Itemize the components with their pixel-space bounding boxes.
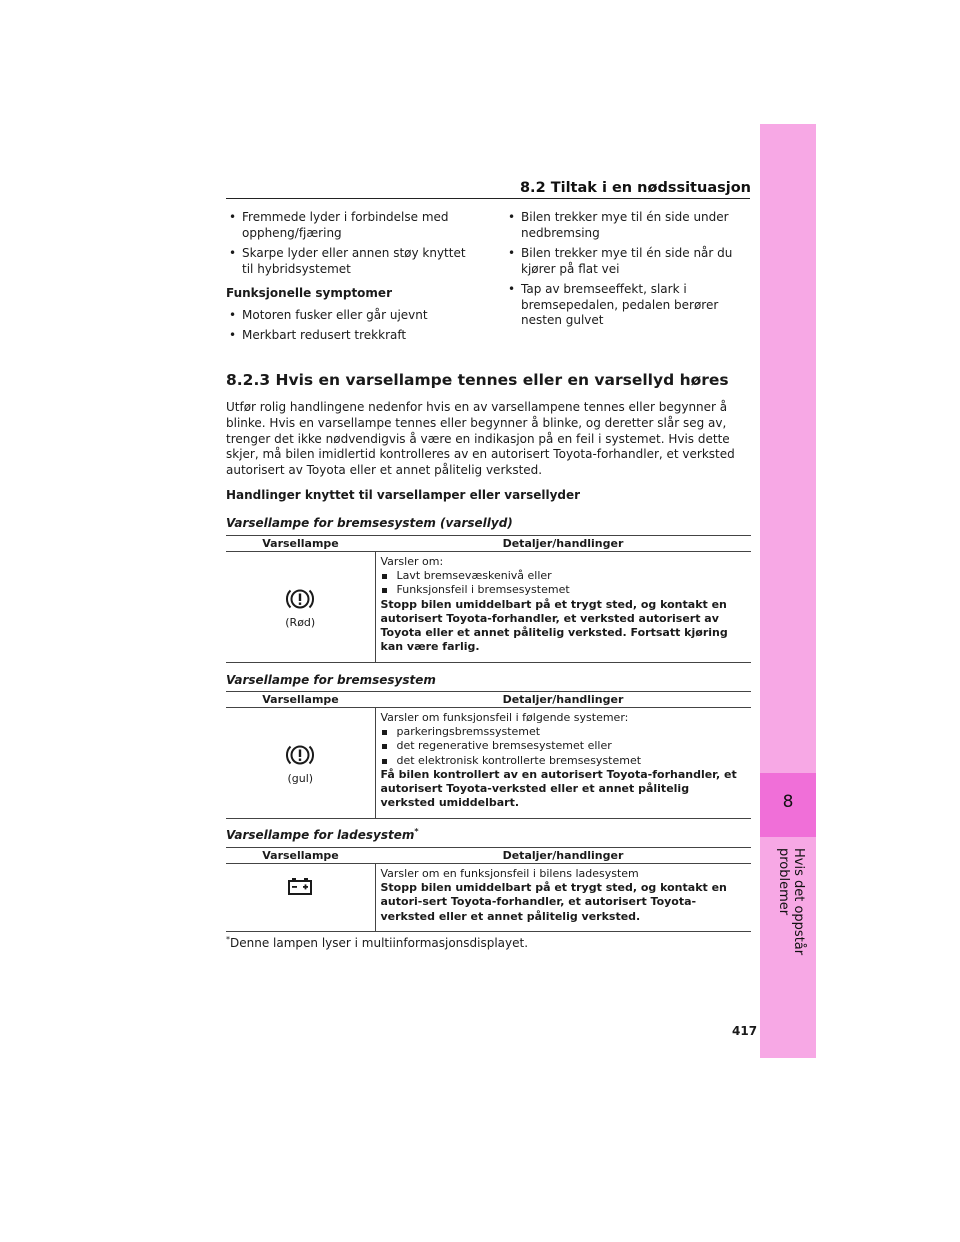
column-header-details: Detaljer/handlinger: [375, 692, 751, 708]
table3-title: [226, 827, 419, 842]
details-action: Få bilen kontrollert av en autorisert Toyota-forhandler, et autorisert Toyota-verksted eller et annet pålitelig verksted umiddelbart.: [380, 767, 737, 810]
footnote-text: Denne lampen lyser i multiinformasjonsdisplayet.: [230, 936, 529, 950]
list-item: • Skarpe lyder eller annen støy knyttet til hybridsystemet: [226, 246, 476, 277]
lamp-color-caption: (gul): [287, 771, 314, 785]
chapter-number: 8: [782, 792, 794, 812]
section-intro: Utfør rolig handlingene nedenfor hvis en av varsellampene tennes eller begynner å blinke. Hvis en varsellampe tennes eller begynner å blinke, og deretter slår seg av, trenger det ikke nødvendigvis å være en indikasjon på en feil i systemet. Hvis dette skjer, må bilen imidlertid kontrolleres av en autorisert Toyota-forhandler, et verksted autorisert av Toyota eller et annet pålitelig verksted.: [226, 400, 735, 478]
brake-warning-icon: [285, 586, 315, 612]
brake-warning-icon: [285, 742, 315, 768]
lamp-cell: [226, 708, 375, 819]
details-cell: [375, 708, 751, 819]
header-divider: [226, 198, 750, 199]
column-header-details: Detaljer/handlinger: [375, 536, 751, 552]
lamp-cell: [226, 864, 375, 932]
details-cell: [375, 552, 751, 663]
column-header-lamp: Varsellampe: [226, 692, 375, 708]
table3-title-text: Varsellampe for ladesystem: [226, 828, 415, 842]
symptoms-left-column: [226, 210, 476, 349]
footnote-mark: *: [414, 827, 419, 836]
list-item: • Merkbart redusert trekkraft: [226, 328, 476, 344]
details-intro: Varsler om:: [380, 555, 444, 568]
footnote-mark: *: [226, 935, 230, 944]
column-header-lamp: Varsellampe: [226, 848, 375, 864]
page-header-title: 8.2 Tiltak i en nødssituasjon: [519, 180, 751, 196]
functional-symptoms-heading: Funksjonelle symptomer: [226, 286, 392, 300]
table1-title: Varsellampe for bremsesystem (varsellyd): [226, 516, 513, 530]
list-item: Lavt bremsevæskenivå eller: [381, 569, 748, 583]
brake-warning-red-table: [226, 535, 751, 663]
list-item: • Bilen trekker mye til én side når du kjører på flat vei: [505, 246, 755, 277]
list-item: • Bilen trekker mye til én side under nedbremsing: [505, 210, 755, 241]
list-item: det regenerative bremsesystemet eller: [381, 739, 748, 753]
list-item: det elektronisk kontrollerte bremsesystemet: [381, 754, 748, 768]
list-item: Funksjonsfeil i bremsesystemet: [381, 583, 748, 597]
details-intro: Varsler om funksjonsfeil i følgende systemer:: [380, 711, 629, 724]
details-action: Stopp bilen umiddelbart på et trygt sted, og kontakt en autorisert Toyota-forhandler, et verksted autorisert av Toyota eller et annet pålitelig verksted. Fortsatt kjøring kan være farlig.: [380, 597, 728, 654]
lamp-cell: [226, 552, 375, 663]
column-header-lamp: Varsellampe: [226, 536, 375, 552]
list-item: • Fremmede lyder i forbindelse med oppheng/fjæring: [226, 210, 476, 241]
details-intro: Varsler om en funksjonsfeil i bilens ladesystem: [380, 867, 639, 880]
table2-title: Varsellampe for bremsesystem: [226, 673, 436, 687]
lamp-color-caption: (Rød): [285, 615, 316, 629]
column-header-details: Detaljer/handlinger: [375, 848, 751, 864]
section-heading: 8.2.3 Hvis en varsellampe tennes eller en varsellyd høres: [226, 371, 729, 389]
charging-warning-table: [226, 847, 751, 932]
symptoms-right-column: [505, 210, 755, 334]
list-item: • Tap av bremseeffekt, slark i bremsepedalen, pedalen berører nesten gulvet: [505, 282, 755, 329]
actions-heading: Handlinger knyttet til varsellamper eller varsellyder: [226, 488, 581, 502]
chapter-title: Hvis det oppstår problemer: [776, 848, 806, 956]
list-item: • Motoren fusker eller går ujevnt: [226, 308, 476, 324]
details-cell: [375, 864, 751, 932]
battery-icon: [287, 876, 313, 896]
footnote: [226, 935, 528, 950]
details-action: Stopp bilen umiddelbart på et trygt sted, og kontakt en autori-sert Toyota-forhandler, et autorisert Toyota-verksted eller et annet pålitelig verksted.: [380, 881, 727, 923]
list-item: parkeringsbremssystemet: [381, 725, 748, 739]
brake-warning-yellow-table: [226, 691, 751, 819]
page-number: 417: [732, 1024, 758, 1038]
